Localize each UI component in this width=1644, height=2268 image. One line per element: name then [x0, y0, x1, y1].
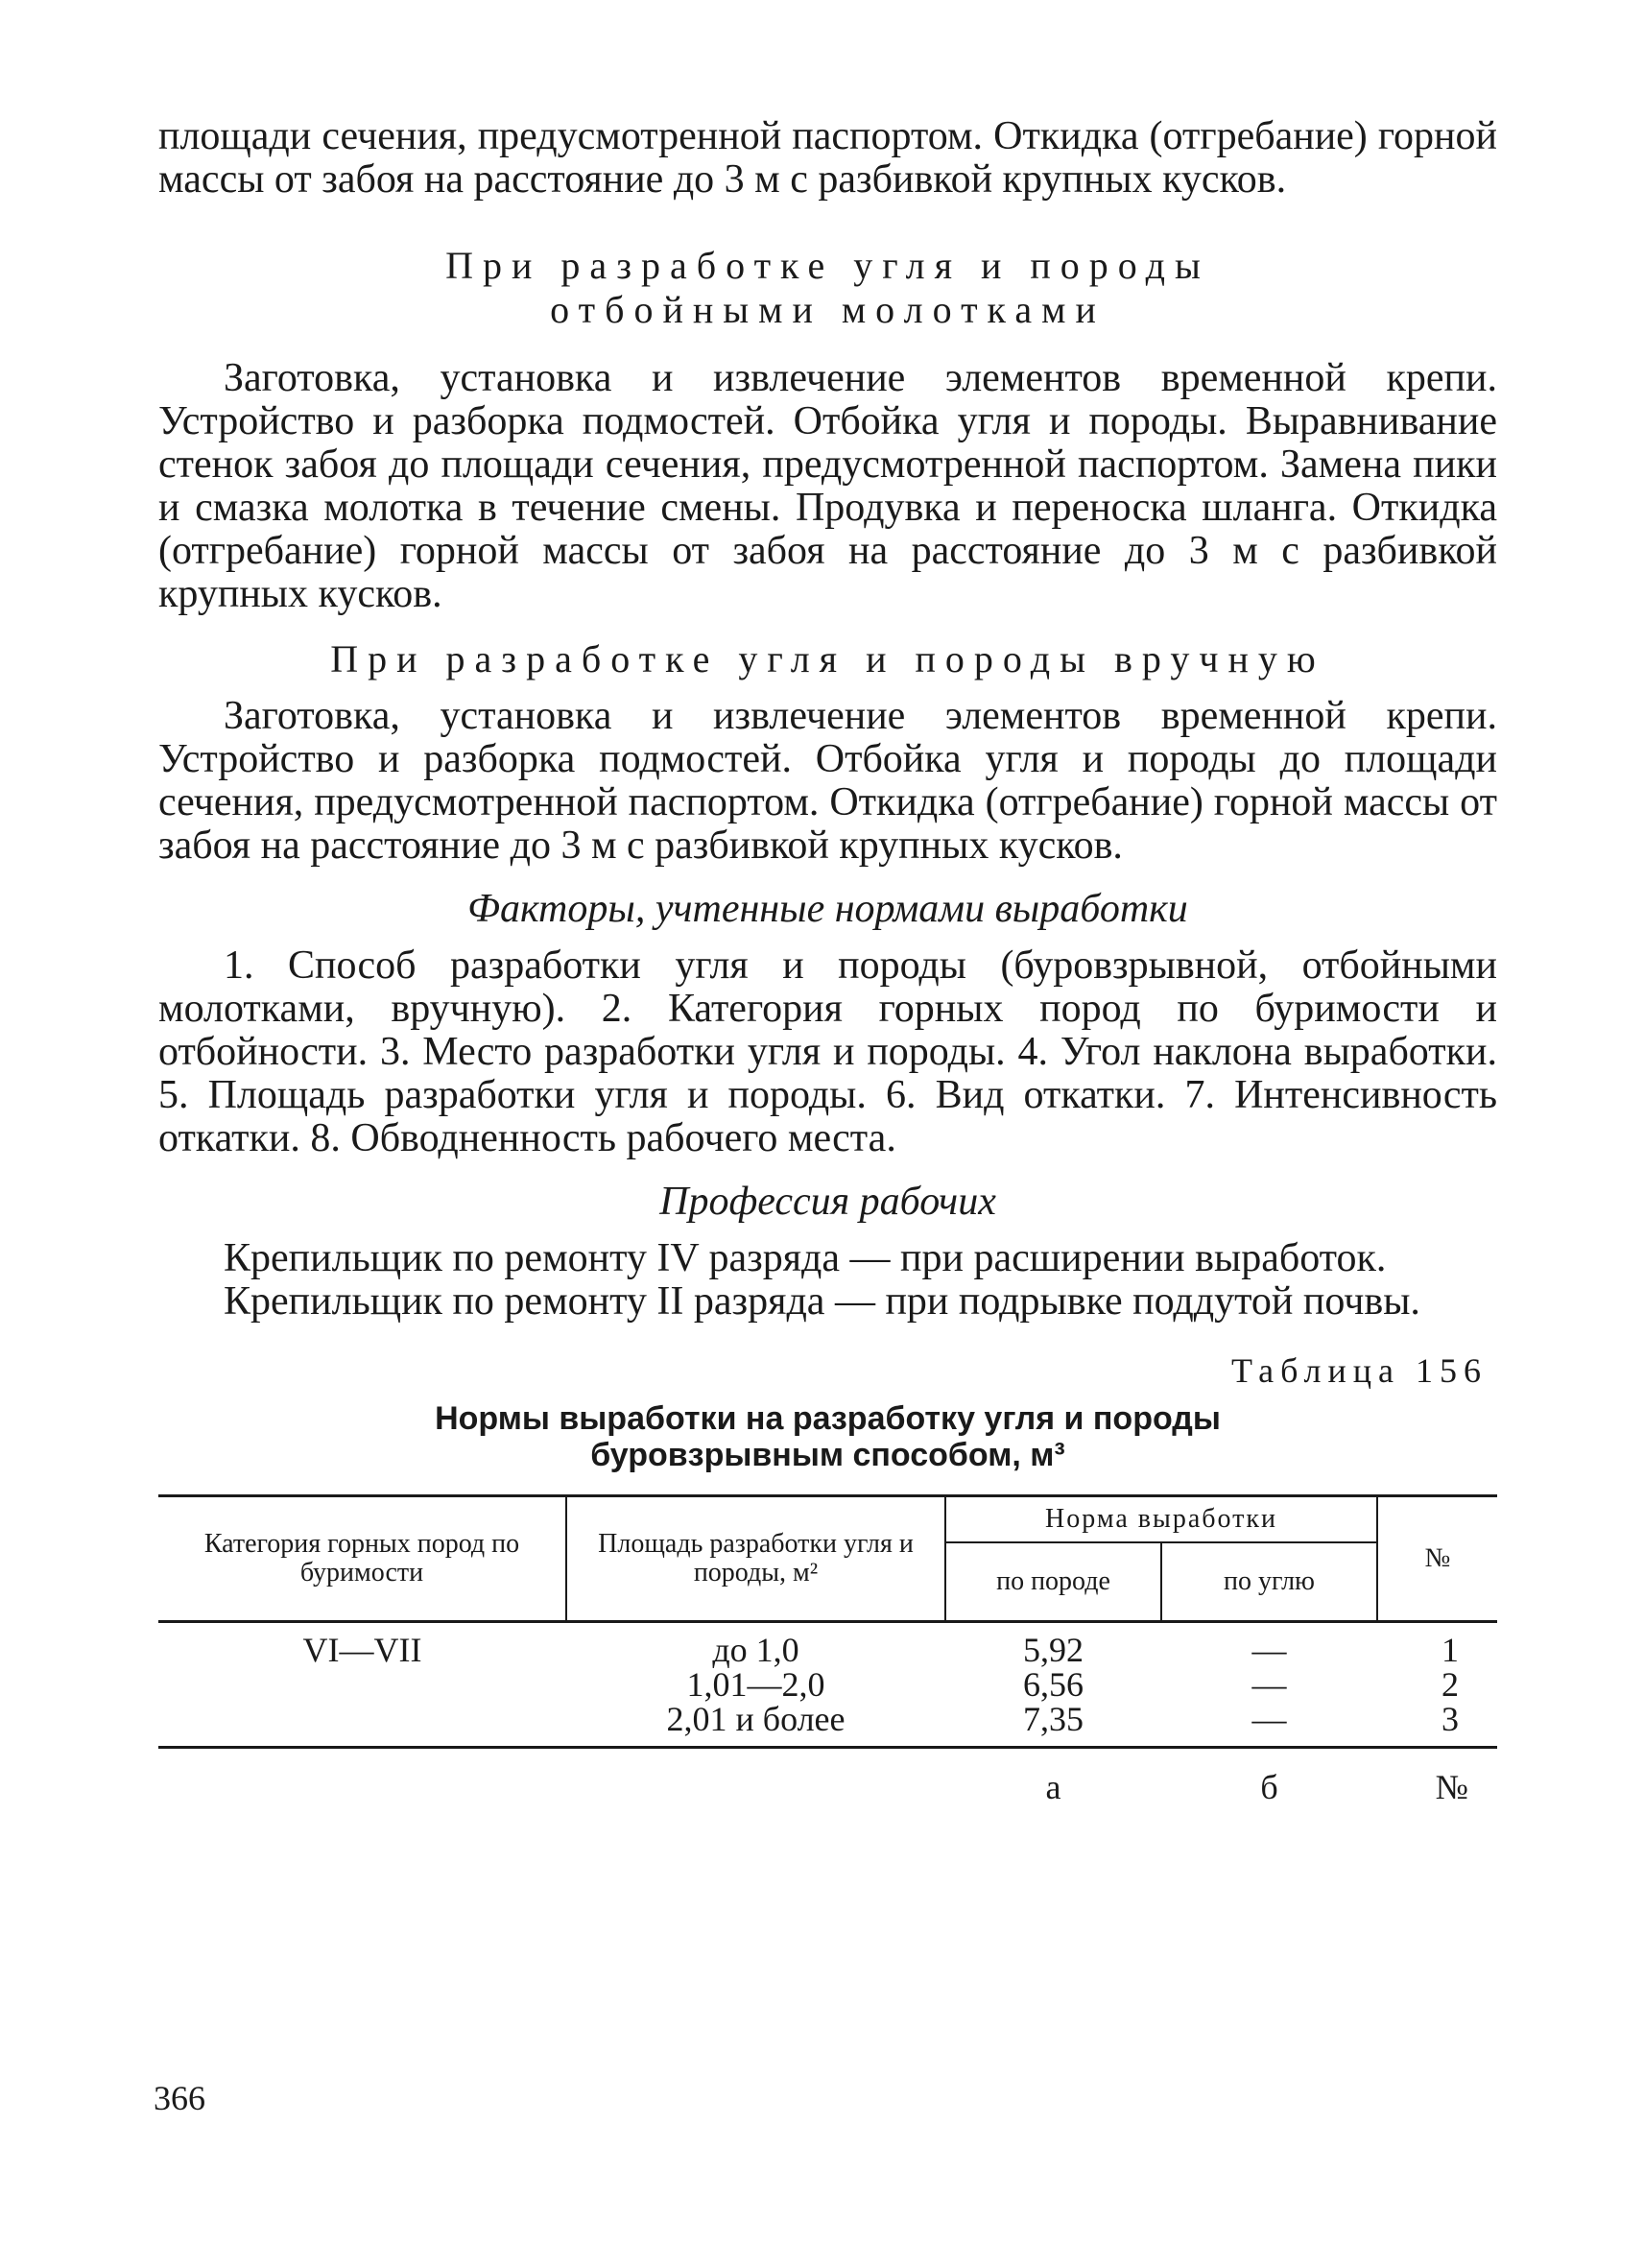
footer-coal: б: [1260, 1768, 1278, 1806]
rock-value: 6,56: [1023, 1665, 1084, 1704]
footer-rock: а: [1045, 1768, 1061, 1806]
workers-line-2: Крепильщик по ремонту II разряда — при подрывке поддутой почвы.: [224, 1279, 1420, 1324]
coal-value: —: [1251, 1700, 1287, 1738]
header-coal: по углю: [1161, 1542, 1377, 1622]
rock-value: 7,35: [1023, 1700, 1084, 1738]
area-value: 2,01 и более: [666, 1700, 846, 1738]
norms-table: [158, 1494, 1497, 1814]
rock-value: 5,92: [1023, 1631, 1084, 1669]
header-norm: Норма выработки: [945, 1496, 1377, 1543]
workers-line-1: Крепильщик по ремонту IV разряда — при расширении выработок.: [224, 1236, 1387, 1280]
intro-paragraph: площади сечения, предусмотренной паспортом. Откидка (отгребание) горной массы от забоя на расстояние до 3 м с разбивкой крупных кусков.: [158, 114, 1497, 202]
area-value: до 1,0: [712, 1631, 799, 1669]
section-workers-heading: Профессия рабочих: [659, 1180, 996, 1224]
coal-value: —: [1251, 1665, 1287, 1704]
coal-cell: [1161, 1622, 1377, 1748]
table-title-2: буровзрывным способом, м³: [590, 1437, 1065, 1473]
table-number: Таблица 156: [1231, 1351, 1488, 1390]
section-hammers-heading-2: отбойными молотками: [550, 288, 1106, 331]
num-cell: [1377, 1622, 1497, 1748]
page-content: [158, 115, 1497, 1814]
header-category: Категория горных пород по буримости: [158, 1496, 566, 1622]
header-rock: по породе: [945, 1542, 1161, 1622]
section-manual-heading: При разработке угля и породы вручную: [330, 637, 1325, 680]
page-number: 366: [154, 2079, 205, 2117]
header-area: Площадь разработки угля и породы, м²: [566, 1496, 945, 1622]
section-factors-text: 1. Способ разработки угля и породы (буровзрывной, отбойными молотками, вручную). 2. Категория горных пород по буримости и отбойности. 3. Место разработки угля и породы. 4. Угол наклона выработки. 5. Площадь разработки угля и породы. 6. Вид откатки. 7. Интенсивность откатки. 8. Обводненность рабочего места.: [158, 943, 1497, 1160]
area-value: 1,01—2,0: [686, 1665, 825, 1704]
table-title-1: Нормы выработки на разработку угля и породы: [435, 1400, 1221, 1437]
coal-value: —: [1251, 1631, 1287, 1669]
category-cell: VI—VII: [302, 1631, 422, 1669]
row-number: 2: [1441, 1665, 1460, 1704]
section-manual-text: Заготовка, установка и извлечение элементов временной крепи. Устройство и разборка подмостей. Отбойка угля и породы до площади сечения, предусмотренной паспортом. Откидка (отгребание) горной массы от забоя на расстояние до 3 м с разбивкой крупных кусков.: [158, 694, 1497, 868]
rock-cell: [945, 1622, 1161, 1748]
row-number: 1: [1441, 1631, 1460, 1669]
section-factors-heading: Факторы, учтенные нормами выработки: [467, 887, 1188, 931]
header-num: №: [1377, 1496, 1497, 1622]
section-hammers-text: Заготовка, установка и извлечение элементов временной крепи. Устройство и разборка подмостей. Отбойка угля и породы. Выравнивание стенок забоя до площади сечения, предусмотренной паспортом. Замена пики и смазка молотка в течение смены. Продувка и переноска шланга. Откидка (отгребание) горной массы от забоя на расстояние до 3 м с разбивкой крупных кусков.: [158, 356, 1497, 616]
area-cell: [566, 1622, 945, 1748]
section-hammers-heading-1: При разработке угля и породы: [445, 244, 1210, 287]
footer-num: №: [1435, 1768, 1469, 1806]
row-number: 3: [1441, 1700, 1460, 1738]
